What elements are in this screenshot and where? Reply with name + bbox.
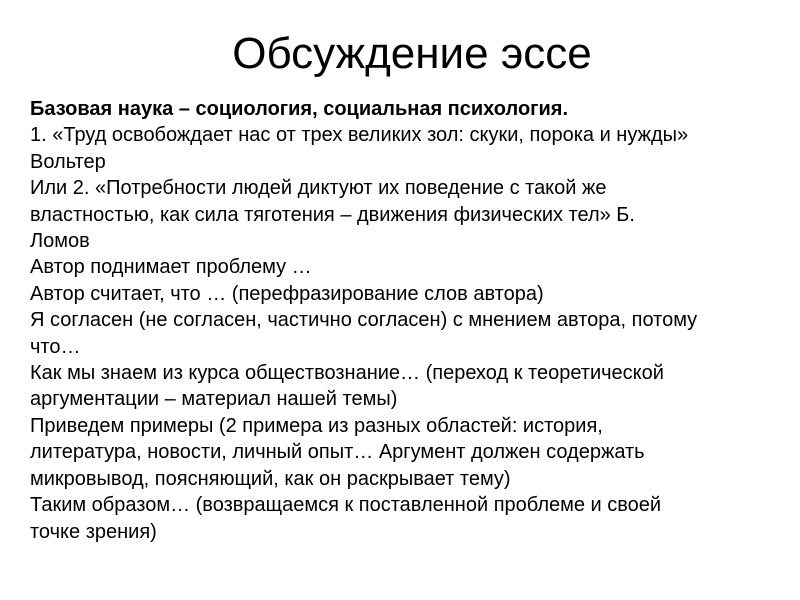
text-line: Вольтер [30,150,106,173]
text-line: 1. «Труд освобождает нас от трех великих зол: скуки, порока и нужды» [30,124,689,147]
text-line: Приведем примеры (2 примера из разных областей: история, [30,414,603,437]
slide-body [30,96,780,545]
text-line: Автор считает, что … (перефразирование слов автора) [30,282,544,305]
slide-title: Обсуждение эссе [232,29,592,78]
text-line: аргументации – материал нашей темы) [30,388,398,411]
text-line: Ломов [30,230,90,253]
text-line: что… [30,335,81,358]
text-line: Или 2. «Потребности людей диктуют их поведение с такой же [30,177,607,200]
text-line: Я согласен (не согласен, частично согласен) с мнением автора, потому [30,309,698,332]
text-line: Как мы знаем из курса обществознание… (переход к теоретической [30,362,664,385]
text-line: властностью, как сила тяготения – движения физических тел» Б. [30,203,635,226]
text-line: микровывод, поясняющий, как он раскрывает тему) [30,467,511,490]
text-line: точке зрения) [30,520,157,543]
slide-heading: Базовая наука – социология, социальная психология. [30,98,569,120]
text-line: литература, новости, личный опыт… Аргумент должен содержать [30,441,645,464]
text-line: Таким образом… (возвращаемся к поставленной проблеме и своей [30,494,662,517]
text-line: Автор поднимает проблему … [30,256,312,279]
